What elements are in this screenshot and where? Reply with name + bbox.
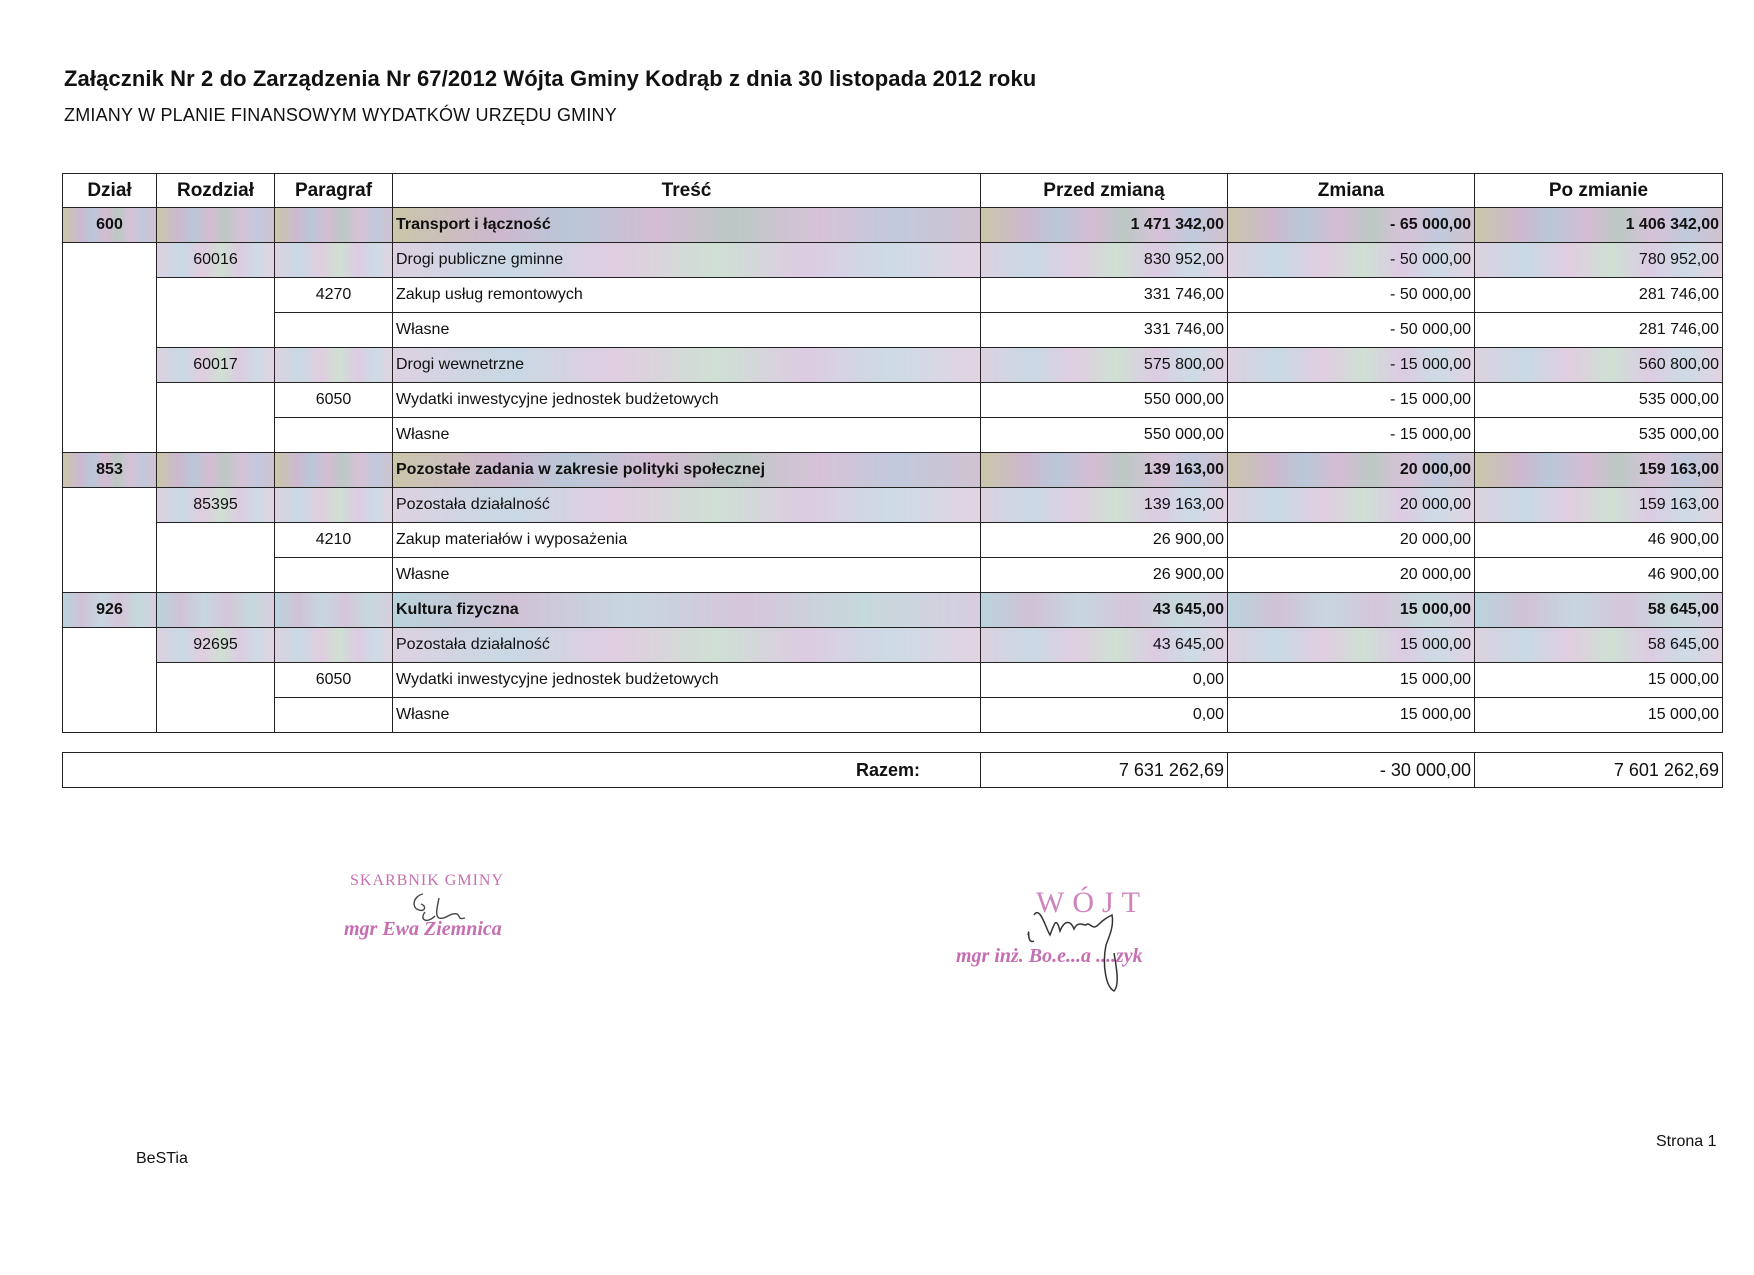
cell-zmiana: 20 000,00 bbox=[1228, 558, 1475, 593]
cell-paragraf bbox=[275, 628, 393, 663]
cell-tresc: Wydatki inwestycyjne jednostek budżetowych bbox=[393, 663, 981, 698]
cell-rozdzial bbox=[157, 593, 275, 628]
cell-przed: 1 471 342,00 bbox=[981, 208, 1228, 243]
table-row bbox=[63, 418, 1723, 453]
table-row bbox=[63, 663, 1723, 698]
skarbnik-signature-icon bbox=[405, 888, 485, 928]
cell-tresc: Własne bbox=[393, 698, 981, 733]
table-row bbox=[63, 278, 1723, 313]
cell-tresc: Zakup materiałów i wyposażenia bbox=[393, 523, 981, 558]
cell-po: 15 000,00 bbox=[1475, 698, 1723, 733]
skarbnik-stamp-name: mgr Ewa Ziemnica bbox=[344, 918, 502, 940]
cell-rozdzial: 60016 bbox=[157, 243, 275, 278]
cell-przed: 830 952,00 bbox=[981, 243, 1228, 278]
footer-left-label: BeSTia bbox=[136, 1150, 188, 1167]
table-row bbox=[63, 488, 1723, 523]
cell-zmiana: 20 000,00 bbox=[1228, 453, 1475, 488]
cell-zmiana: 15 000,00 bbox=[1228, 698, 1475, 733]
total-table bbox=[62, 752, 1723, 788]
table-row bbox=[63, 593, 1723, 628]
budget-table bbox=[62, 173, 1723, 733]
cell-zmiana: - 15 000,00 bbox=[1228, 348, 1475, 383]
cell-po: 535 000,00 bbox=[1475, 383, 1723, 418]
cell-tresc: Własne bbox=[393, 418, 981, 453]
cell-paragraf bbox=[275, 208, 393, 243]
cell-zmiana: - 65 000,00 bbox=[1228, 208, 1475, 243]
table-row bbox=[63, 348, 1723, 383]
cell-paragraf bbox=[275, 418, 393, 453]
cell-po: 780 952,00 bbox=[1475, 243, 1723, 278]
cell-po: 535 000,00 bbox=[1475, 418, 1723, 453]
cell-przed: 550 000,00 bbox=[981, 418, 1228, 453]
cell-tresc: Pozostałe zadania w zakresie polityki społecznej bbox=[393, 453, 981, 488]
table-row bbox=[63, 208, 1723, 243]
cell-dzial: 600 bbox=[63, 208, 157, 243]
table-row bbox=[63, 523, 1723, 558]
header-rozdzial: Rozdział bbox=[157, 174, 275, 208]
cell-rozdzial bbox=[157, 663, 275, 733]
cell-rozdzial bbox=[157, 453, 275, 488]
table-row bbox=[63, 243, 1723, 278]
cell-dzial: 926 bbox=[63, 593, 157, 628]
cell-paragraf bbox=[275, 453, 393, 488]
cell-przed: 139 163,00 bbox=[981, 453, 1228, 488]
skarbnik-stamp-title: SKARBNIK GMINY bbox=[350, 872, 505, 889]
cell-przed: 26 900,00 bbox=[981, 523, 1228, 558]
cell-po: 58 645,00 bbox=[1475, 593, 1723, 628]
cell-po: 560 800,00 bbox=[1475, 348, 1723, 383]
cell-paragraf bbox=[275, 558, 393, 593]
cell-paragraf bbox=[275, 313, 393, 348]
total-row bbox=[63, 753, 1723, 788]
cell-zmiana: 20 000,00 bbox=[1228, 523, 1475, 558]
total-zmiana: - 30 000,00 bbox=[1228, 753, 1475, 788]
cell-tresc: Drogi publiczne gminne bbox=[393, 243, 981, 278]
cell-po: 46 900,00 bbox=[1475, 523, 1723, 558]
cell-zmiana: 20 000,00 bbox=[1228, 488, 1475, 523]
document-subtitle: ZMIANY W PLANIE FINANSOWYM WYDATKÓW URZĘDU GMINY bbox=[64, 105, 617, 125]
header-przed: Przed zmianą bbox=[981, 174, 1228, 208]
table-row bbox=[63, 628, 1723, 663]
wojt-stamp-name: mgr inż. Bo.e...a ....zyk bbox=[956, 945, 1143, 967]
cell-tresc: Własne bbox=[393, 313, 981, 348]
cell-po: 15 000,00 bbox=[1475, 663, 1723, 698]
header-dzial: Dział bbox=[63, 174, 157, 208]
table-row bbox=[63, 313, 1723, 348]
total-label: Razem: bbox=[63, 753, 981, 788]
cell-paragraf: 4210 bbox=[275, 523, 393, 558]
cell-przed: 550 000,00 bbox=[981, 383, 1228, 418]
table-row bbox=[63, 558, 1723, 593]
cell-paragraf bbox=[275, 348, 393, 383]
cell-tresc: Własne bbox=[393, 558, 981, 593]
cell-po: 1 406 342,00 bbox=[1475, 208, 1723, 243]
cell-zmiana: - 50 000,00 bbox=[1228, 278, 1475, 313]
cell-tresc: Pozostała działalność bbox=[393, 488, 981, 523]
cell-po: 281 746,00 bbox=[1475, 278, 1723, 313]
header-po: Po zmianie bbox=[1475, 174, 1723, 208]
cell-przed: 331 746,00 bbox=[981, 313, 1228, 348]
cell-zmiana: 15 000,00 bbox=[1228, 663, 1475, 698]
cell-zmiana: - 50 000,00 bbox=[1228, 243, 1475, 278]
total-przed: 7 631 262,69 bbox=[981, 753, 1228, 788]
cell-zmiana: - 15 000,00 bbox=[1228, 383, 1475, 418]
cell-dzial bbox=[63, 488, 157, 593]
cell-rozdzial bbox=[157, 523, 275, 593]
cell-rozdzial: 92695 bbox=[157, 628, 275, 663]
cell-dzial: 853 bbox=[63, 453, 157, 488]
cell-paragraf bbox=[275, 488, 393, 523]
cell-po: 281 746,00 bbox=[1475, 313, 1723, 348]
document-title: Załącznik Nr 2 do Zarządzenia Nr 67/2012 Wójta Gminy Kodrąb z dnia 30 listopada 2012 roku bbox=[64, 66, 1037, 91]
table-row bbox=[63, 453, 1723, 488]
header-paragraf: Paragraf bbox=[275, 174, 393, 208]
cell-przed: 26 900,00 bbox=[981, 558, 1228, 593]
cell-przed: 139 163,00 bbox=[981, 488, 1228, 523]
total-po: 7 601 262,69 bbox=[1475, 753, 1723, 788]
cell-przed: 43 645,00 bbox=[981, 628, 1228, 663]
cell-rozdzial bbox=[157, 383, 275, 453]
cell-dzial bbox=[63, 628, 157, 733]
table-row bbox=[63, 383, 1723, 418]
cell-paragraf: 6050 bbox=[275, 663, 393, 698]
cell-paragraf bbox=[275, 243, 393, 278]
cell-zmiana: - 50 000,00 bbox=[1228, 313, 1475, 348]
header-zmiana: Zmiana bbox=[1228, 174, 1475, 208]
cell-paragraf: 6050 bbox=[275, 383, 393, 418]
cell-rozdzial: 85395 bbox=[157, 488, 275, 523]
cell-przed: 575 800,00 bbox=[981, 348, 1228, 383]
cell-po: 159 163,00 bbox=[1475, 488, 1723, 523]
cell-rozdzial bbox=[157, 208, 275, 243]
cell-przed: 0,00 bbox=[981, 698, 1228, 733]
cell-po: 58 645,00 bbox=[1475, 628, 1723, 663]
cell-dzial bbox=[63, 243, 157, 453]
cell-przed: 331 746,00 bbox=[981, 278, 1228, 313]
cell-tresc: Pozostała działalność bbox=[393, 628, 981, 663]
cell-paragraf bbox=[275, 593, 393, 628]
cell-tresc: Transport i łączność bbox=[393, 208, 981, 243]
cell-przed: 43 645,00 bbox=[981, 593, 1228, 628]
cell-rozdzial: 60017 bbox=[157, 348, 275, 383]
wojt-signature-icon bbox=[1020, 895, 1170, 1005]
table-row bbox=[63, 698, 1723, 733]
cell-przed: 0,00 bbox=[981, 663, 1228, 698]
cell-tresc: Zakup usług remontowych bbox=[393, 278, 981, 313]
cell-tresc: Drogi wewnetrzne bbox=[393, 348, 981, 383]
cell-paragraf: 4270 bbox=[275, 278, 393, 313]
cell-zmiana: 15 000,00 bbox=[1228, 628, 1475, 663]
cell-tresc: Wydatki inwestycyjne jednostek budżetowych bbox=[393, 383, 981, 418]
page-number: Strona 1 bbox=[1656, 1133, 1717, 1150]
header-tresc: Treść bbox=[393, 174, 981, 208]
table-header-row bbox=[63, 174, 1723, 208]
cell-zmiana: 15 000,00 bbox=[1228, 593, 1475, 628]
cell-tresc: Kultura fizyczna bbox=[393, 593, 981, 628]
cell-rozdzial bbox=[157, 278, 275, 348]
cell-po: 46 900,00 bbox=[1475, 558, 1723, 593]
cell-paragraf bbox=[275, 698, 393, 733]
cell-zmiana: - 15 000,00 bbox=[1228, 418, 1475, 453]
wojt-stamp-title: WÓJT bbox=[1036, 886, 1148, 919]
cell-po: 159 163,00 bbox=[1475, 453, 1723, 488]
